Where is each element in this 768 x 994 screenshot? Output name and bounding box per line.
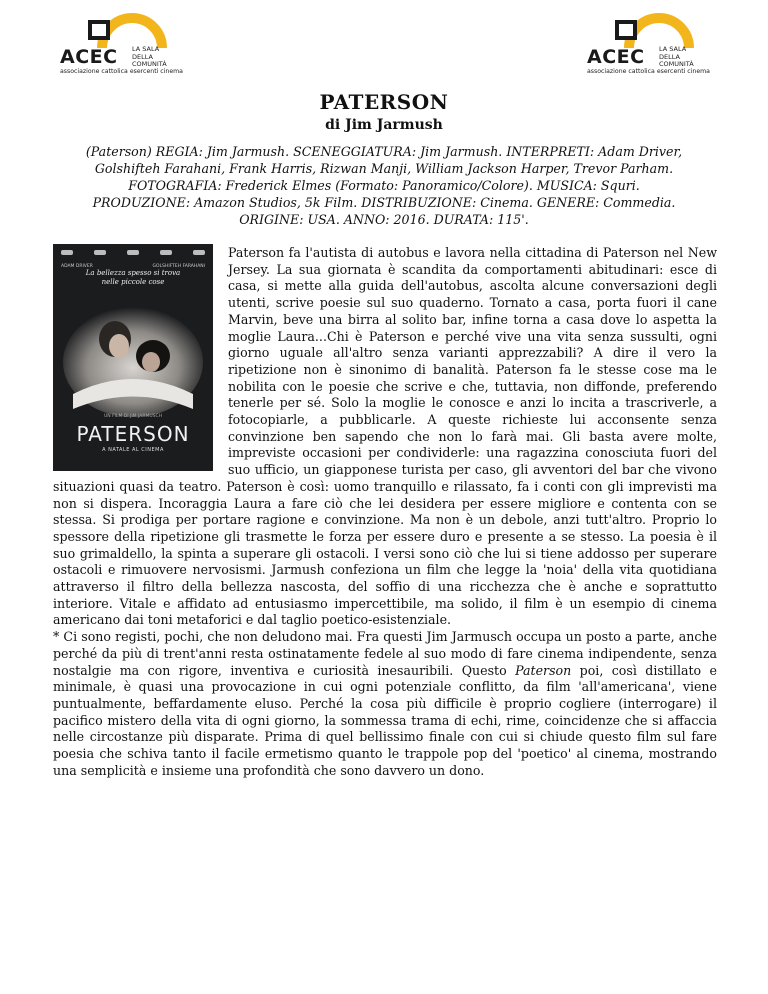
acec-logo-left	[58, 12, 183, 76]
logo-brand: ACEC	[587, 46, 645, 68]
poster-tagline: La bellezza spesso si trova nelle piccole cose	[85, 269, 181, 286]
logo-association: associazione cattolica esercenti cinema	[587, 68, 710, 75]
credits-line: ORIGINE: USA. ANNO: 2016. DURATA: 115'.	[239, 212, 529, 227]
review-body	[53, 245, 717, 780]
logo-sala-text: LA SALA DELLA COMUNITÀ	[132, 45, 167, 68]
poster-title: PATERSON	[76, 422, 190, 446]
credits-line: FOTOGRAFIA: Frederick Elmes (Formato: Panoramico/Colore). MUSICA: Squri.	[128, 178, 640, 193]
poster-actor-left: ADAM DRIVER	[61, 264, 93, 269]
film-credits	[40, 143, 728, 228]
credits-line: (Paterson) REGIA: Jim Jarmush. SCENEGGIATURA: Jim Jarmush. INTERPRETI: Adam Driver,	[85, 144, 683, 159]
film-title: PATERSON	[319, 90, 449, 114]
logo-brand: ACEC	[60, 46, 118, 68]
credits-line: PRODUZIONE: Amazon Studios, 5k Film. DISTRIBUZIONE: Cinema. GENERE: Commedia.	[92, 195, 676, 210]
poster-actor-right: GOLSHIFTEH FARAHANI	[152, 264, 205, 269]
logo-association: associazione cattolica esercenti cinema	[60, 68, 183, 75]
film-director: di Jim Jarmush	[325, 117, 443, 133]
acec-logo-right	[585, 12, 710, 76]
poster-spacer	[53, 245, 216, 465]
poster-film-by: UN FILM DI JIM JARMUSCH	[103, 414, 163, 419]
logo-sala-text: LA SALA DELLA COMUNITÀ	[659, 45, 694, 68]
film-title-inline: Paterson	[515, 662, 572, 678]
review-paragraph-1: Paterson fa l'autista di autobus e lavora nella cittadina di Paterson nel New Jersey. La sua giornata è scandita da comportamenti abitudinari: esce di casa, si mette alla guida dell'autobus, ascolta alcune conversazioni degli utenti, scrive poesie sul suo quaderno. Tornato a casa, porta fuori il cane Marvin, beve una birra al solito bar, infine torna a casa dove lo aspetta la moglie Laura...Chi è Paterson e perché vive una vita senza sussulti, ogni giorno uguale all'altro senza varianti apprezzabili? A dire il vero la ripetizione non è sinonimo di banalità. Paterson fa le stesse cose ma le nobilita con le poesie che scrive e che, tuttavia, non diffonde, preferendo tenerle per sé. Solo la moglie le conosce e anzi lo incita a trascriverle, a fotocopiarle, a pubblicarle. A queste richieste lui acconsente senza convinzione ben sapendo che non lo farà mai. Gli basta avere molte, impreviste occasioni per condividerle: una ragazzina conosciuta fuori del suo ufficio, un giapponese turista per caso, gli avventori del bar che vivono situazioni quasi da teatro. Paterson è così: uomo tranquillo e rilassato, fa i conti con gli imprevisti ma non si dispera. Incoraggia Laura a fare ciò che lei desidera per essere migliore e contenta con se stessa. Si prodiga per portare ragione e convinzione. Ma non è un debole, anzi tutt'altro. Proprio lo spessore della ripetizione gli trasmette le forza per essere duro e presente a se stesso. La poesia è il suo grimaldello, la spinta a superare gli ostacoli. I versi sono ciò che lui si tiene addosso per superare ostacoli e rimuovere nervosismi. Jarmush confeziona un film che legge la 'noia' della vita quotidiana attraverso il filtro della bellezza nascosta, del soffio di una ricchezza che è anche e soprattutto interiore. Vitale e affidato ad entusiasmo impercettibile, ma solido, il film è un esempio di cinema americano dai toni metaforici e dal taglio poetico-esistenziale.	[53, 245, 717, 628]
review-paragraph-2: * Ci sono registi, pochi, che non deludono mai. Fra questi Jim Jarmusch occupa un posto a parte, anche perché da più di trent'anni resta ostinatamente fedele al suo modo di fare cinema indipendente, senza nostalgie ma con rigore, inventiva e curiosità inesauribili. Questo Paterson poi, così distillato e minimale, è quasi una provocazione in cui ogni potenziale conflitto, da film 'all'americana', viene puntualmente, beffardamente eluso. Perché la cosa più difficile è proprio cogliere (interrogare) il pacifico mistero della vita di ogni giorno, la sommessa trama di echi, rime, coincidenze che si affaccia nelle circostanze più disparate. Prima di quel bellissimo finale con cui si chiude questo film sul fare poesia che schiva tanto il facile ermetismo quanto le trappole pop del 'poetico' al cinema, mostrando una semplicità e insieme una profondità che sono davvero un dono.	[53, 629, 718, 778]
credits-line: Golshifteh Farahani, Frank Harris, Rizwan Manji, William Jackson Harper, Trevor Parham.	[94, 161, 674, 176]
poster-release: A NATALE AL CINEMA	[102, 447, 164, 453]
